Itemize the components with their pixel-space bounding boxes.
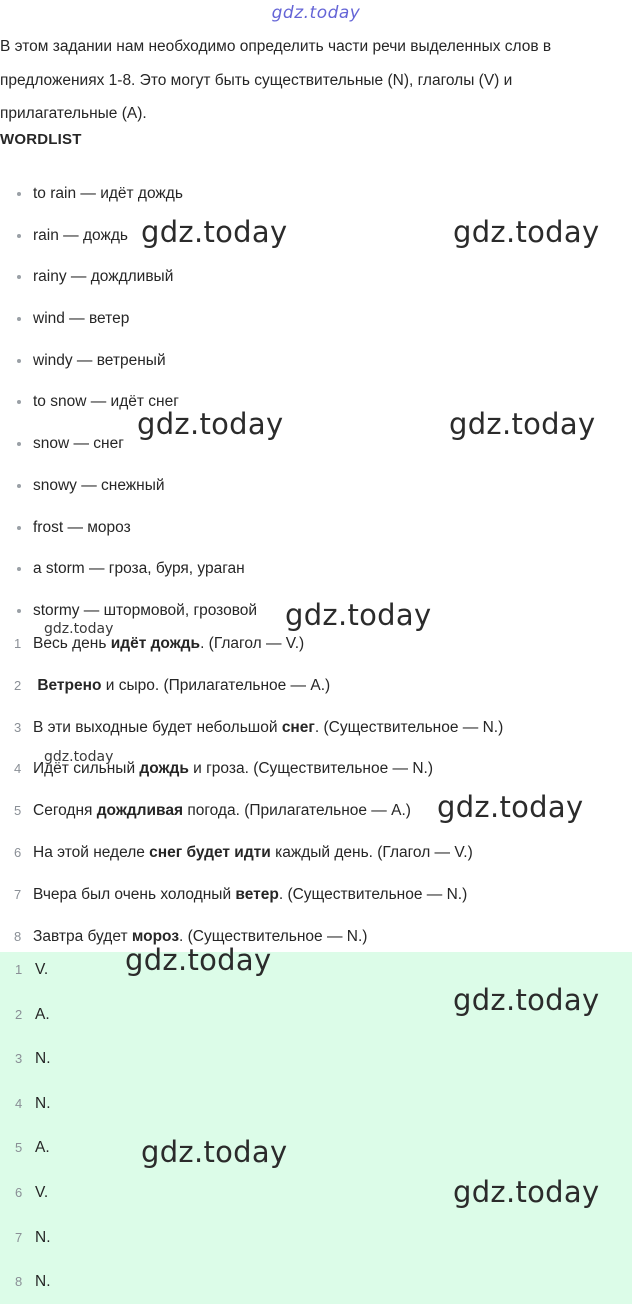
watermark: gdz.today xyxy=(125,943,272,977)
item-number: 5 xyxy=(15,1140,23,1156)
bullet-icon xyxy=(17,317,21,321)
answer-value: N. xyxy=(35,1050,51,1068)
watermark: gdz.today xyxy=(141,215,288,249)
sentence-item xyxy=(0,874,632,916)
answer-value: N. xyxy=(35,1273,51,1291)
answer-value: N. xyxy=(35,1094,51,1112)
intro-line: предложениях 1-8. Это могут быть существительные (N), глаголы (V) и xyxy=(0,71,513,89)
bullet-icon xyxy=(17,526,21,530)
sentence-item xyxy=(0,665,632,707)
answer-item xyxy=(0,1220,632,1265)
highlighted-word: снег будет идти xyxy=(149,843,271,861)
sentence-text: . (Существительное — N.) xyxy=(278,885,468,903)
item-number: 8 xyxy=(15,1274,23,1290)
sentence-text: На этой неделе xyxy=(33,843,150,861)
wordlist-item-text: stormy — штормовой, грозовой xyxy=(33,601,258,619)
wordlist-item xyxy=(0,173,632,215)
watermark: gdz.today xyxy=(285,598,432,632)
sentence-text: . (Существительное — N.) xyxy=(179,927,368,945)
watermark: gdz.today xyxy=(141,1135,288,1169)
highlighted-word: дождь xyxy=(139,760,189,778)
highlighted-word: ветер xyxy=(235,885,279,903)
item-number: 7 xyxy=(14,886,22,902)
sentence-text: погода. (Прилагательное — A.) xyxy=(183,802,411,820)
sentence-text: Вчера был очень холодный xyxy=(33,885,236,903)
highlighted-word: идёт дождь xyxy=(110,635,201,652)
bullet-icon xyxy=(17,400,21,404)
wordlist-item xyxy=(0,507,632,549)
wordlist-item xyxy=(0,298,632,340)
item-number: 6 xyxy=(14,844,22,860)
item-number: 7 xyxy=(15,1229,23,1245)
watermark: gdz.today xyxy=(137,407,284,441)
wordlist-item-text: a storm — гроза, буря, ураган xyxy=(33,560,245,578)
answer-item xyxy=(0,1130,632,1175)
answer-value: V. xyxy=(35,1183,49,1201)
sentence-text: Весь день xyxy=(33,635,111,652)
highlighted-word: мороз xyxy=(131,927,180,945)
sentence-text: Завтра будет xyxy=(33,927,132,945)
item-number: 1 xyxy=(15,962,23,977)
intro-line: прилагательные (A). xyxy=(0,105,147,122)
watermark: gdz.today xyxy=(44,621,114,637)
item-number: 6 xyxy=(15,1184,23,1200)
bullet-icon xyxy=(17,442,21,446)
header-watermark: gdz.today xyxy=(271,3,361,23)
highlighted-word: дождливая xyxy=(96,802,184,820)
intro-line: В этом задании нам необходимо определить части речи выделенных слов в xyxy=(0,38,552,55)
answer-value: A. xyxy=(35,1139,50,1157)
sentence-text: каждый день. (Глагол — V.) xyxy=(270,843,473,861)
wordlist-item-text: snow — снег xyxy=(33,435,124,453)
sentence-text: и сыро. (Прилагательное — A.) xyxy=(101,676,331,694)
wordlist-item xyxy=(0,256,632,298)
sentence-text: Идёт сильный xyxy=(33,760,140,778)
bullet-icon xyxy=(17,567,21,571)
wordlist-item xyxy=(0,465,632,507)
answer-item xyxy=(0,1041,632,1086)
sentence-item xyxy=(0,832,632,874)
wordlist-item-text: wind — ветер xyxy=(33,310,130,328)
bullet-icon xyxy=(17,192,21,196)
bullet-icon xyxy=(17,275,21,279)
item-number: 2 xyxy=(15,1006,23,1022)
sentence-text: В эти выходные будет небольшой xyxy=(33,718,282,736)
sentence-text: . (Существительное — N.) xyxy=(314,718,504,736)
sentence-text: . (Глагол — V.) xyxy=(200,635,305,652)
item-number: 8 xyxy=(14,928,22,944)
wordlist-item xyxy=(0,340,632,382)
bullet-icon xyxy=(17,484,21,488)
wordlist-item-text: rainy — дождливый xyxy=(33,268,174,286)
sentence-item xyxy=(0,707,632,749)
wordlist-item xyxy=(0,548,632,590)
item-number: 3 xyxy=(15,1051,23,1067)
item-number: 2 xyxy=(14,677,22,693)
item-number: 3 xyxy=(14,719,22,735)
highlighted-word: снег xyxy=(281,718,315,736)
wordlist-item-text: windy — ветреный xyxy=(33,351,166,369)
highlighted-word: Ветрено xyxy=(37,676,102,694)
watermark: gdz.today xyxy=(453,215,600,249)
bullet-icon xyxy=(17,609,21,613)
item-number: 4 xyxy=(14,761,22,777)
wordlist-title: WORDLIST xyxy=(0,131,82,148)
watermark: gdz.today xyxy=(449,407,596,441)
answer-value: V. xyxy=(35,961,49,978)
answer-value: A. xyxy=(35,1005,50,1023)
wordlist-item-text: frost — мороз xyxy=(33,518,131,536)
answer-item xyxy=(0,1086,632,1131)
answer-value: N. xyxy=(35,1228,51,1246)
bullet-icon xyxy=(17,359,21,363)
watermark: gdz.today xyxy=(453,1175,600,1209)
sentence-text: и гроза. (Существительное — N.) xyxy=(188,760,433,778)
item-number: 1 xyxy=(14,636,22,651)
item-number: 5 xyxy=(14,803,22,819)
wordlist-item-text: to snow — идёт снег xyxy=(33,393,179,411)
watermark: gdz.today xyxy=(437,790,584,824)
watermark: gdz.today xyxy=(453,983,600,1017)
answer-item xyxy=(0,1264,632,1309)
bullet-icon xyxy=(17,234,21,238)
item-number: 4 xyxy=(15,1095,23,1111)
watermark: gdz.today xyxy=(44,749,114,765)
sentence-text: Сегодня xyxy=(33,802,97,820)
wordlist-item-text: rain — дождь xyxy=(33,226,128,244)
task-description xyxy=(0,30,630,131)
wordlist-item-text: snowy — снежный xyxy=(33,476,165,494)
wordlist-item-text: to rain — идёт дождь xyxy=(33,185,183,202)
